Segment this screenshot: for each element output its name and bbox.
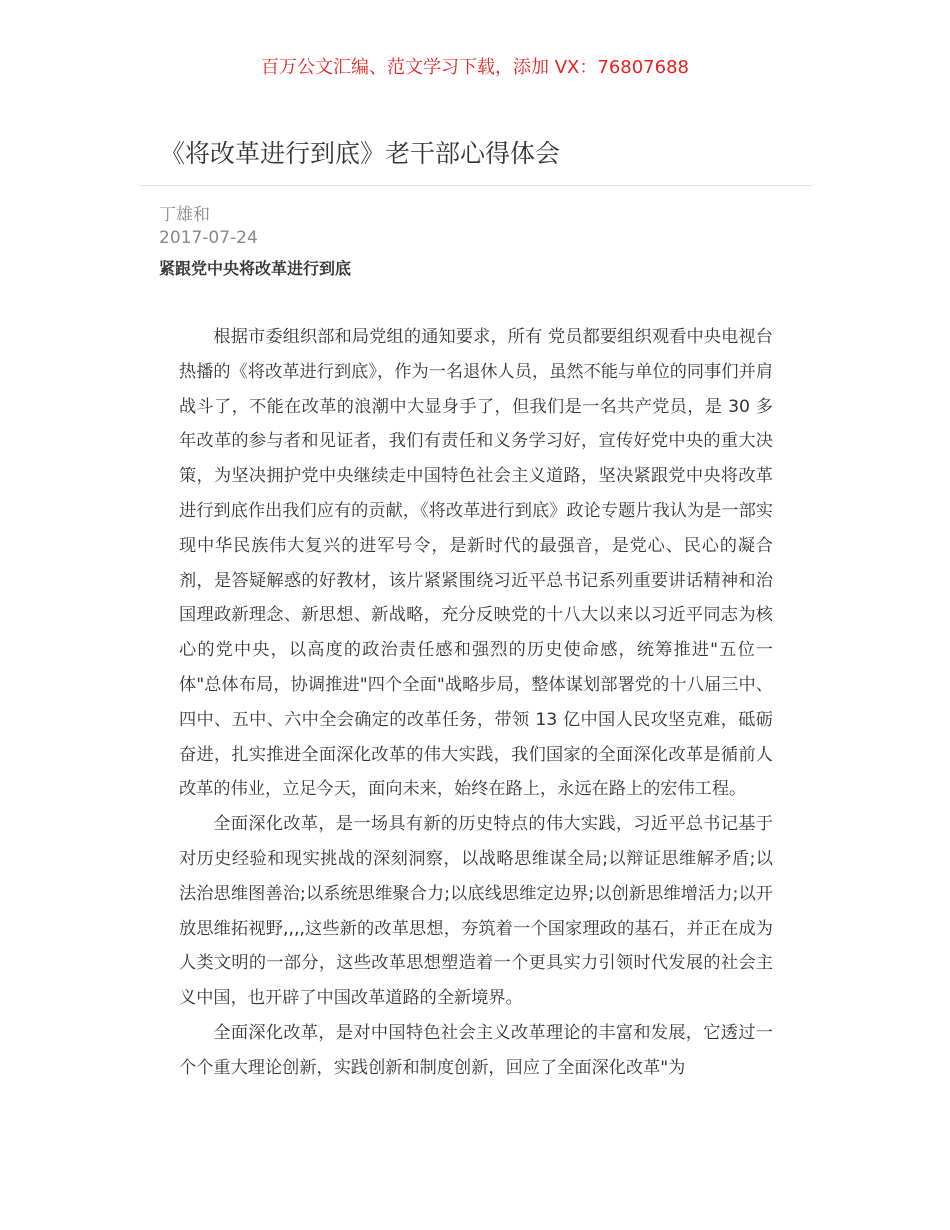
- article-paragraph: 根据市委组织部和局党组的通知要求，所有 党员都要组织观看中央电视台热播的《将改革进行到底》，作为一名退休人员，虽然不能与单位的同事们并肩战斗了，不能在改革的浪潮中大显身手了，但我们是一名共产党员，是 30 多年改革的参与者和见证者，我们有责任和义务学习好，宣传好党中央的重大决策，为坚决拥护党中央继续走中国特色社会主义道路，坚决紧跟党中央将改革进行到底作出我们应有的贡献，《将改革进行到底》政论专题片我认为是一部实现中华民族伟大复兴的进军号令，是新时代的最强音，是党心、民心的凝合剂，是答疑解惑的好教材，该片紧紧围绕习近平总书记系列重要讲话精神和治国理政新理念、新思想、新战略，充分反映党的十八大以来以习近平同志为核心的党中央，以高度的政治责任感和强烈的历史使命感，统筹推进"五位一体"总体布局，协调推进"四个全面"战略步局，整体谋划部署党的十八届三中、四中、五中、六中全会确定的改革任务，带领 13 亿中国人民攻坚克难，砥砺奋进，扎实推进全面深化改革的伟大实践，我们国家的全面深化改革是循前人改革的伟业，立足今天，面向未来，始终在路上，永远在路上的宏伟工程。: [179, 327, 773, 800]
- article-paragraph: 全面深化改革，是对中国特色社会主义改革理论的丰富和发展，它透过一个个重大理论创新，实践创新和制度创新，回应了全面深化改革"为: [179, 1022, 773, 1078]
- article-subtitle: 紧跟党中央将改革进行到底: [159, 259, 352, 278]
- promo-banner: 百万公文汇编、范文学习下载，添加 VX：76807688: [261, 57, 689, 78]
- publish-date: 2017-07-24: [159, 228, 258, 248]
- article-paragraph: 全面深化改革，是一场具有新的历史特点的伟大实践，习近平总书记基于对历史经验和现实挑战的深刻洞察，以战略思维谋全局;以辩证思维解矛盾;以法治思维图善治;以系统思维聚合力;以底线思维定边界;以创新思维增活力;以开放思维拓视野,,,,这些新的改革思想，夯筑着一个国家理政的基石，并正在成为人类文明的一部分，这些改革思想塑造着一个更具实力引领时代发展的社会主义中国，也开辟了中国改革道路的全新境界。: [179, 814, 773, 1009]
- article-body: [179, 320, 773, 1086]
- title-divider: [140, 185, 812, 186]
- author-name: 丁雄和: [159, 205, 210, 225]
- page-title: 《将改革进行到底》老干部心得体会: [160, 139, 561, 168]
